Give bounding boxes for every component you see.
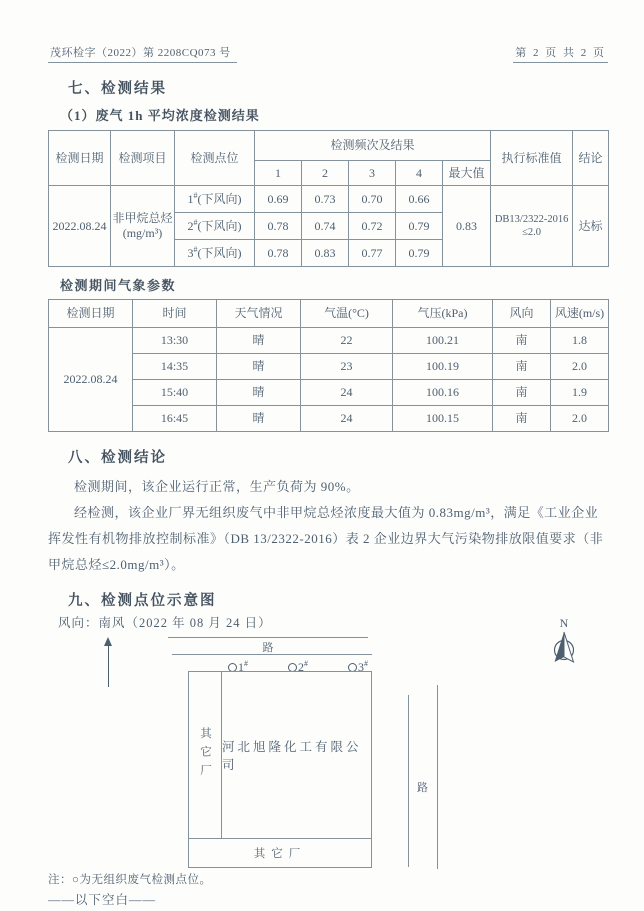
hash-superscript: # xyxy=(364,659,368,668)
col-header-date: 检测日期 xyxy=(49,131,111,186)
neighbor-left-label: 其它厂 xyxy=(199,727,211,783)
page-number: 第 2 页 共 2 页 xyxy=(513,44,608,63)
neighbor-factory-bottom xyxy=(188,838,372,868)
result-date: 2022.08.24 xyxy=(49,186,111,267)
neighbor-bottom-label: 其它厂 xyxy=(253,848,307,860)
result-item xyxy=(111,186,175,267)
result-table xyxy=(48,130,609,267)
col-header-freq-1: 1 xyxy=(255,161,302,186)
weather-wind-dir: 南 xyxy=(493,380,551,406)
point-number: 1 xyxy=(187,192,194,206)
monitoring-point-number: 2 xyxy=(298,660,304,674)
hash-superscript: # xyxy=(244,659,248,668)
point-label xyxy=(175,213,255,240)
weather-condition: 晴 xyxy=(217,354,301,380)
weather-time: 15:40 xyxy=(133,380,217,406)
weather-row-2 xyxy=(49,354,609,380)
result-value: 0.78 xyxy=(255,240,302,267)
weather-wind-speed: 1.9 xyxy=(551,380,609,406)
site-diagram xyxy=(48,613,608,869)
result-value: 0.66 xyxy=(396,186,443,213)
weather-time: 16:45 xyxy=(133,406,217,432)
diagram-note: 注：○为无组织废气检测点位。 xyxy=(48,874,212,886)
weather-col-wind-speed: 风速(m/s) xyxy=(551,300,609,328)
monitoring-point-number: 3 xyxy=(358,660,364,674)
weather-wind-dir: 南 xyxy=(493,328,551,354)
weather-pressure: 100.15 xyxy=(393,406,493,432)
point-label xyxy=(175,186,255,213)
weather-wind-speed: 1.8 xyxy=(551,328,609,354)
road-top-line-lower xyxy=(172,654,372,655)
weather-time: 14:35 xyxy=(133,354,217,380)
result-row-1 xyxy=(49,186,609,213)
section-7-subtitle: （1）废气 1h 平均浓度检测结果 xyxy=(60,108,260,123)
weather-col-date: 检测日期 xyxy=(49,300,133,328)
weather-time: 13:30 xyxy=(133,328,217,354)
section-9-title: 九、检测点位示意图 xyxy=(68,593,217,609)
hash-superscript: # xyxy=(193,218,198,227)
weather-pressure: 100.19 xyxy=(393,354,493,380)
standard-value xyxy=(491,186,573,267)
result-value: 0.70 xyxy=(349,186,396,213)
weather-row-1 xyxy=(49,328,609,354)
point-number: 3 xyxy=(187,246,194,260)
result-value: 0.79 xyxy=(396,213,443,240)
weather-temp: 24 xyxy=(301,380,393,406)
result-value: 0.72 xyxy=(349,213,396,240)
weather-row-3 xyxy=(49,380,609,406)
result-value: 0.69 xyxy=(255,186,302,213)
conclusion-paragraph-2: 经检测，该企业厂界无组织废气中非甲烷总烃浓度最大值为 0.83mg/m³，满足《工业企业挥发性有机物排放控制标准》（DB 13/2322-2016）表 2 企业边界大气污染物排放限值要求（非甲烷总烃≤2.0mg/m³）。 xyxy=(48,505,604,572)
weather-pressure: 100.16 xyxy=(393,380,493,406)
weather-table-title: 检测期间气象参数 xyxy=(60,278,177,293)
point-direction: (下风向) xyxy=(197,192,242,206)
weather-temp: 24 xyxy=(301,406,393,432)
compass xyxy=(546,617,582,671)
point-direction: (下风向) xyxy=(197,219,242,233)
col-header-standard: 执行标准值 xyxy=(491,131,573,186)
max-value: 0.83 xyxy=(443,186,491,267)
weather-condition: 晴 xyxy=(217,406,301,432)
result-value: 0.83 xyxy=(302,240,349,267)
weather-date: 2022.08.24 xyxy=(49,328,133,432)
compass-icon xyxy=(549,630,579,666)
weather-wind-dir: 南 xyxy=(493,354,551,380)
point-direction: (下风向) xyxy=(197,246,242,260)
company-area xyxy=(222,672,371,838)
standard-code: DB13/2322-2016 xyxy=(494,213,569,225)
weather-col-temp: 气温(°C) xyxy=(301,300,393,328)
conclusion-paragraph-1: 检测期间，该企业运行正常，生产负荷为 90%。 xyxy=(74,479,360,494)
weather-header-row xyxy=(49,300,609,328)
item-unit: (mg/m³) xyxy=(122,226,163,240)
col-header-max: 最大值 xyxy=(443,161,491,186)
weather-condition: 晴 xyxy=(217,328,301,354)
wind-direction-arrow-icon xyxy=(104,637,113,687)
weather-temp: 22 xyxy=(301,328,393,354)
company-name-label: 河北旭隆化工有限公司 xyxy=(222,740,362,772)
factory-boundary xyxy=(188,671,372,839)
hash-superscript: # xyxy=(193,245,198,254)
weather-col-time: 时间 xyxy=(133,300,217,328)
col-header-freq-group: 检测频次及结果 xyxy=(255,131,491,161)
weather-pressure: 100.21 xyxy=(393,328,493,354)
road-right-line-outer xyxy=(437,685,438,869)
compass-north-label: N xyxy=(559,616,569,630)
col-header-freq-4: 4 xyxy=(396,161,443,186)
hash-superscript: # xyxy=(193,191,198,200)
neighbor-factory-left xyxy=(189,672,222,838)
col-header-freq-3: 3 xyxy=(349,161,396,186)
result-value: 0.74 xyxy=(302,213,349,240)
arrow-shaft xyxy=(108,644,110,687)
weather-col-condition: 天气情况 xyxy=(217,300,301,328)
section-8-title: 八、检测结论 xyxy=(68,450,167,466)
weather-temp: 23 xyxy=(301,354,393,380)
point-number: 2 xyxy=(187,219,194,233)
weather-condition: 晴 xyxy=(217,380,301,406)
page-header xyxy=(48,44,608,63)
col-header-freq-2: 2 xyxy=(302,161,349,186)
document-number: 茂环检字（2022）第 2208CQ073 号 xyxy=(48,44,237,63)
monitoring-point-number: 1 xyxy=(238,660,244,674)
conclusion-value: 达标 xyxy=(573,186,609,267)
point-label xyxy=(175,240,255,267)
weather-table xyxy=(48,299,609,432)
weather-wind-speed: 2.0 xyxy=(551,354,609,380)
weather-wind-speed: 2.0 xyxy=(551,406,609,432)
col-header-conclusion: 结论 xyxy=(573,131,609,186)
road-right-label: 路 xyxy=(417,782,428,794)
col-header-point: 检测点位 xyxy=(175,131,255,186)
result-value: 0.73 xyxy=(302,186,349,213)
result-value: 0.77 xyxy=(349,240,396,267)
col-header-item: 检测项目 xyxy=(111,131,175,186)
result-value: 0.78 xyxy=(255,213,302,240)
hash-superscript: # xyxy=(304,659,308,668)
wind-direction-label: 风向：南风（2022 年 08 月 24 日） xyxy=(58,616,272,630)
road-top-label: 路 xyxy=(262,642,274,654)
weather-wind-dir: 南 xyxy=(493,406,551,432)
weather-col-wind-dir: 风向 xyxy=(493,300,551,328)
standard-limit: ≤2.0 xyxy=(522,227,541,238)
road-top-line-upper xyxy=(168,637,368,638)
section-7-title: 七、检测结果 xyxy=(68,81,167,97)
weather-row-4 xyxy=(49,406,609,432)
weather-col-pressure: 气压(kPa) xyxy=(393,300,493,328)
item-name: 非甲烷总烃 xyxy=(112,211,173,225)
result-value: 0.79 xyxy=(396,240,443,267)
end-of-content-mark: ——以下空白—— xyxy=(48,893,157,907)
